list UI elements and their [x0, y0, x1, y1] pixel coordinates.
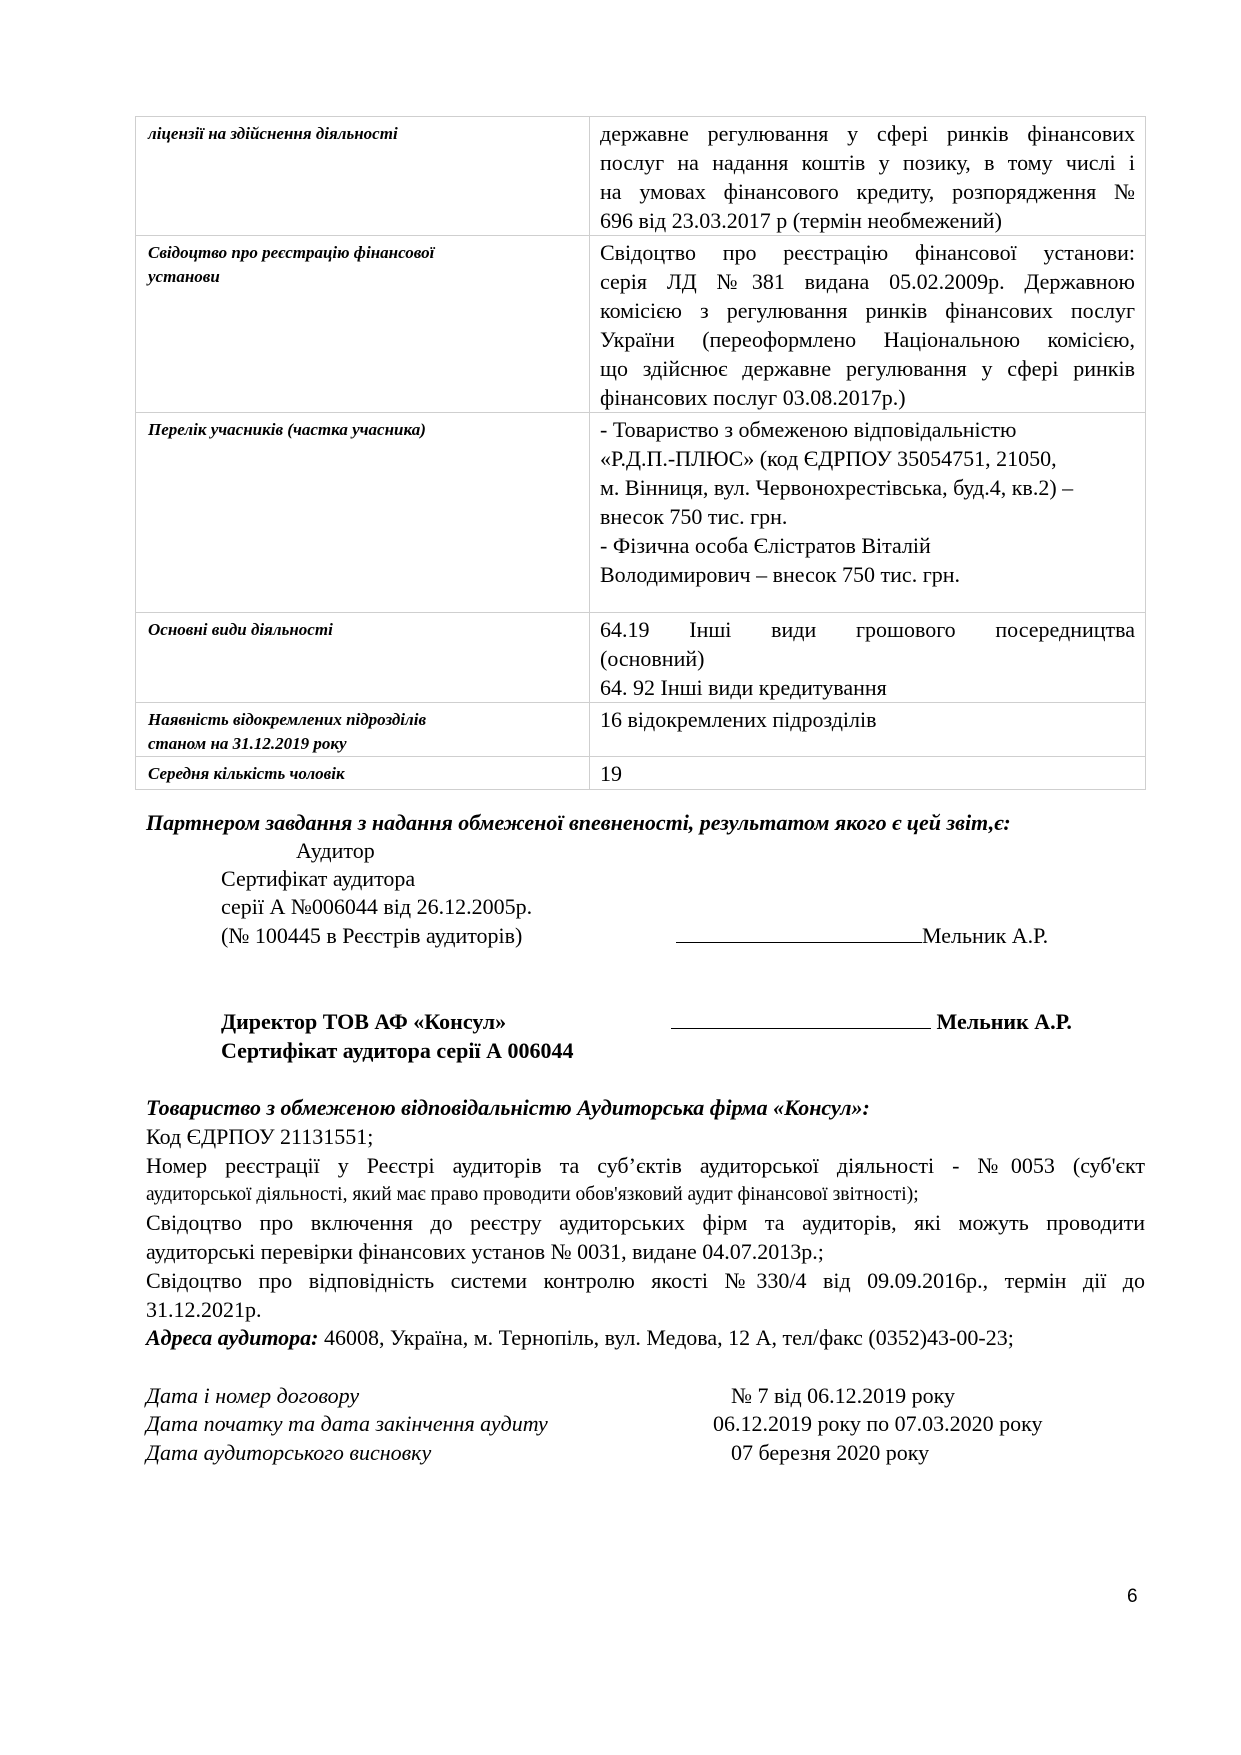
date-label: Дата і номер договору — [146, 1383, 360, 1408]
partner-cert-line1: Сертифікат аудитора — [221, 866, 416, 891]
firm-quality-line2: 31.12.2021р. — [146, 1297, 262, 1322]
value-line: Свідоцтво про реєстрацію фінансової установи: — [600, 240, 1135, 265]
value-line: фінансових послуг 03.08.2017р.) — [600, 385, 906, 410]
value-line: 16 відокремлених підрозділів — [600, 707, 877, 732]
table-row — [136, 117, 1146, 236]
value-line: України (переоформлено Національною комісією, — [600, 327, 1135, 352]
value-line: 19 — [600, 761, 622, 786]
value-line: 64. 92 Інші види кредитування — [600, 675, 887, 700]
signature-line — [676, 941, 922, 943]
date-value: № 7 від 06.12.2019 року — [731, 1383, 956, 1408]
director-cert: Сертифікат аудитора серії А 006044 — [221, 1038, 574, 1063]
date-value: 07 березня 2020 року — [731, 1440, 930, 1465]
value-line: - Товариство з обмеженою відповідальністю — [600, 417, 1017, 442]
firm-address — [146, 1323, 1014, 1352]
firm-registry-line1: Номер реєстрації у Реєстрі аудиторів та суб’єктів аудиторської діяльності - №0053 (суб'єкт — [146, 1153, 1145, 1178]
table-row — [136, 413, 1146, 613]
partner-signature-name: Мельник А.Р. — [922, 923, 1049, 948]
value-line: 64.19 Інші види грошового посередництва — [600, 617, 1135, 642]
row-label — [136, 613, 590, 703]
partner-signature — [676, 921, 1048, 950]
firm-registry — [146, 1151, 1145, 1209]
signature-line — [671, 1027, 931, 1029]
date-label: Дата початку та дата закінчення аудиту — [146, 1411, 548, 1436]
value-line: державне регулювання у сфері ринків фінансових — [600, 121, 1135, 146]
partner-role: Аудитор — [296, 838, 375, 863]
director-signature-name: Мельник А.Р. — [936, 1009, 1072, 1034]
director-title: Директор ТОВ АФ «Консул» — [221, 1009, 507, 1034]
value-line: на умовах фінансового кредиту, розпорядження № — [600, 179, 1135, 204]
label-line: установи — [148, 267, 220, 286]
label-line: Перелік учасників (частка учасника) — [148, 420, 426, 439]
value-line: 696 від 23.03.2017 р (термін необмежений) — [600, 208, 1002, 233]
value-line: що здійснює державне регулювання у сфері ринків — [600, 356, 1135, 381]
firm-quality — [146, 1266, 1145, 1324]
row-value — [590, 236, 1146, 413]
row-value — [590, 413, 1146, 613]
partner-cert-line2: серії А №006044 від 26.12.2005р. — [221, 894, 533, 919]
firm-cert-line1: Свідоцтво про включення до реєстру аудиторських фірм та аудиторів, які можуть проводити — [146, 1210, 1145, 1235]
label-line: станом на 31.12.2019 року — [148, 734, 347, 753]
label-line: Наявність відокремлених підрозділів — [148, 710, 427, 729]
label-line: Середня кількість чоловік — [148, 764, 345, 783]
row-label — [136, 236, 590, 413]
firm-cert — [146, 1208, 1145, 1266]
table-row — [136, 757, 1146, 790]
page-number: 6 — [1127, 1586, 1138, 1607]
value-line: «Р.Д.П.-ПЛЮС» (код ЄДРПОУ 35054751, 21050, — [600, 446, 1057, 471]
row-label — [136, 703, 590, 757]
row-value — [590, 613, 1146, 703]
row-label — [136, 117, 590, 236]
label-line: Основні види діяльності — [148, 620, 333, 639]
partner-heading: Партнером завдання з надання обмеженої впевненості, результатом якого є цей звіт,є: — [146, 810, 1011, 835]
date-value: 06.12.2019 року по 07.03.2020 року — [713, 1411, 1043, 1436]
firm-heading: Товариство з обмеженою відповідальністю Аудиторська фірма «Консул»: — [146, 1095, 870, 1120]
firm-registry-line2: аудиторської діяльності, який має право проводити обов'язковий аудит фінансової звітності); — [146, 1184, 919, 1205]
label-line: Свідоцтво про реєстрацію фінансової — [148, 243, 435, 262]
row-value — [590, 703, 1146, 757]
value-line: серія ЛД №381 видана 05.02.2009р. Державною — [600, 269, 1135, 294]
value-line: внесок 750 тис. грн. — [600, 504, 788, 529]
table-row — [136, 613, 1146, 703]
label-line: ліцензії на здійснення діяльності — [148, 124, 398, 143]
value-line: послуг на надання коштів у позику, в тому числі і — [600, 150, 1135, 175]
firm-cert-line2: аудиторські перевірки фінансових установ № 0031, видане 04.07.2013р.; — [146, 1239, 824, 1264]
date-label: Дата аудиторського висновку — [146, 1440, 432, 1465]
value-line: - Фізична особа Єлістратов Віталій — [600, 533, 931, 558]
partner-registry: (№ 100445 в Реєстрів аудиторів) — [221, 923, 523, 948]
firm-quality-line1: Свідоцтво про відповідність системи контролю якості №330/4 від 09.09.2016р., термін дії до — [146, 1268, 1145, 1293]
row-value — [590, 757, 1146, 790]
row-label — [136, 413, 590, 613]
row-value — [590, 117, 1146, 236]
firm-address-label: Адреса аудитора: — [146, 1325, 319, 1350]
director-signature — [671, 1007, 1072, 1036]
value-line: (основний) — [600, 646, 705, 671]
row-label — [136, 757, 590, 790]
table-row — [136, 236, 1146, 413]
value-line: Володимирович – внесок 750 тис. грн. — [600, 562, 960, 587]
company-info-table — [135, 116, 1146, 790]
table-row — [136, 703, 1146, 757]
firm-address-value: 46008, Україна, м. Тернопіль, вул. Медова, 12 А, тел/факс (0352)43-00-23; — [318, 1325, 1014, 1350]
firm-code: Код ЄДРПОУ 21131551; — [146, 1124, 374, 1149]
value-line: комісією з регулювання ринків фінансових послуг — [600, 298, 1135, 323]
value-line: м. Вінниця, вул. Червонохрестівська, буд.4, кв.2) – — [600, 475, 1074, 500]
